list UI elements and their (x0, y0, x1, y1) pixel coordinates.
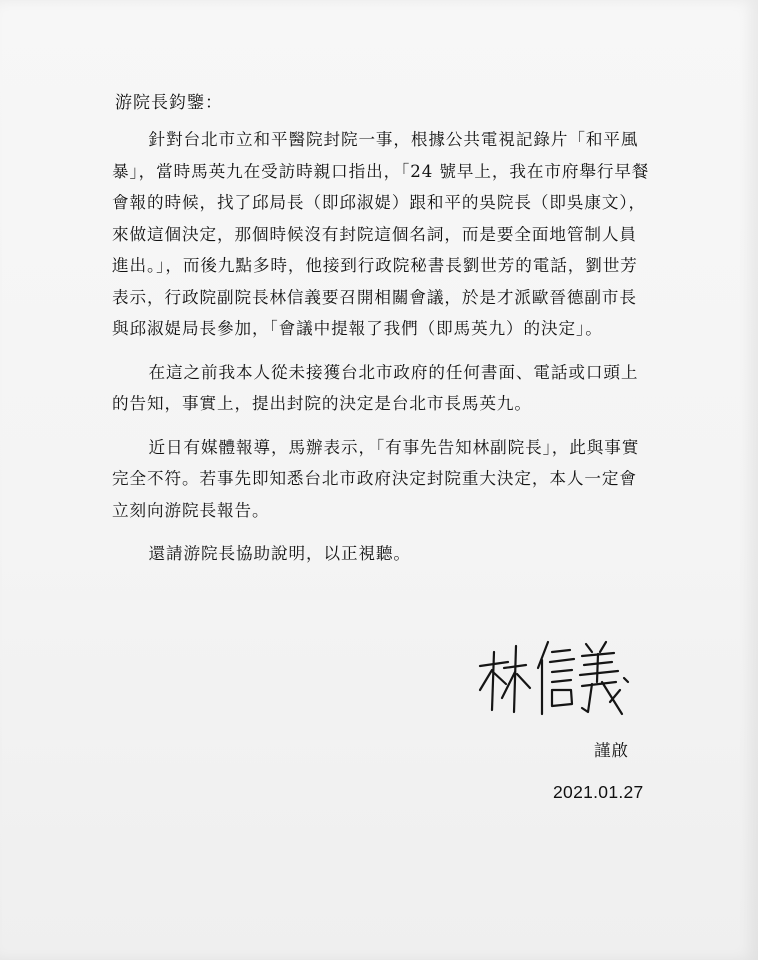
handwritten-signature (474, 632, 634, 722)
paragraph: 針對台北市立和平醫院封院一事，根據公共電視記錄片「和平風暴」，當時馬英九在受訪時親口指出，「24 號早上，我在市府舉行早餐會報的時候，找了邱局長（即邱淑媞）跟和平的吳院長（即吳康文），來做這個決定，那個時候沒有封院這個名詞，而是要全面地管制人員進出。」，而後九點多時，他接到行政院秘書長劉世芳的電話，劉世芳表示，行政院副院長林信義要召開相關會議，於是才派歐晉德副市長與邱淑媞局長參加，「會議中提報了我們（即馬英九）的決定」。 (112, 130, 650, 338)
paragraph: 在這之前我本人從未接獲台北市政府的任何書面、電話或口頭上的告知，事實上，提出封院的決定是台北市長馬英九。 (112, 362, 639, 413)
salutation: 游院長鈞鑒： (115, 93, 223, 113)
paragraph: 還請游院長協助說明，以正視聽。 (148, 544, 411, 563)
paragraph: 近日有媒體報導，馬辦表示，「有事先告知林副院長」，此與事實完全不符。若事先即知悉台北市政府決定封院重大決定，本人一定會立刻向游院長報告。 (112, 437, 640, 520)
letter-date: 2021.01.27 (553, 782, 644, 802)
closing-phrase: 謹啟 (594, 741, 629, 760)
letter-body (112, 124, 652, 582)
